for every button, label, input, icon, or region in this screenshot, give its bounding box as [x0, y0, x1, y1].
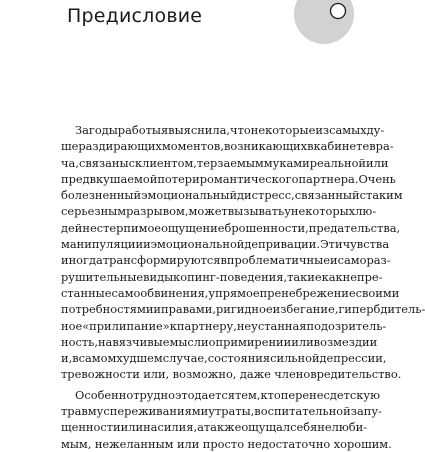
word: гипербдитель-	[338, 302, 425, 317]
word: выяснила,	[168, 123, 231, 137]
word: с	[103, 404, 110, 419]
word: самом	[78, 351, 117, 366]
word: депрессии,	[319, 351, 387, 366]
body-text	[61, 122, 425, 452]
word: дистресс,	[237, 188, 295, 203]
word: чувства	[342, 237, 390, 252]
text-line	[61, 236, 390, 252]
word: возникающих	[223, 139, 308, 154]
word: что	[230, 123, 251, 137]
word: связанный	[294, 188, 360, 203]
word: «прилипание»	[82, 318, 170, 333]
word: болезненный	[61, 188, 142, 203]
word: трудно	[133, 387, 175, 402]
word: вра-	[369, 139, 394, 154]
word: ощущение	[161, 220, 225, 235]
word: или	[176, 436, 200, 451]
word: хорошим.	[333, 436, 392, 451]
word: и	[143, 237, 151, 252]
word: За	[75, 123, 89, 137]
word: иногда	[61, 253, 103, 268]
word: в	[307, 139, 314, 154]
word: рушительные	[61, 269, 144, 284]
word: лю-	[355, 204, 377, 219]
word: дается	[194, 387, 235, 402]
word: или	[366, 155, 389, 170]
word: годы	[88, 123, 118, 137]
word: случае,	[162, 351, 208, 366]
word: навязчивые	[97, 334, 170, 349]
word: возмездии	[313, 334, 378, 349]
word: утраты,	[208, 404, 255, 419]
word: клиентом,	[134, 155, 197, 170]
word: упрямое	[208, 285, 260, 300]
word: в	[72, 351, 79, 366]
text-line	[61, 419, 368, 435]
word: нестерпимое	[82, 220, 162, 235]
word: потери	[157, 171, 200, 186]
word: неустанная	[236, 318, 307, 333]
word: потребностями	[61, 302, 154, 317]
word: такие	[287, 269, 322, 284]
word: как	[321, 269, 343, 284]
text-line	[61, 436, 392, 452]
word: также	[203, 420, 242, 435]
word: эмоциональный	[141, 188, 238, 203]
word: станные	[61, 285, 112, 300]
word: Особенно	[75, 387, 134, 402]
word: и	[153, 302, 162, 317]
chapter-title: Предисловие	[67, 5, 203, 27]
text-line	[61, 318, 387, 334]
word: травму	[61, 404, 104, 419]
word: проблематичные	[226, 253, 330, 268]
word: в	[220, 253, 227, 268]
word: воспитательной	[254, 404, 351, 419]
word: из	[315, 123, 330, 137]
word: детскую	[329, 387, 381, 402]
word: серьезным	[61, 204, 127, 219]
word: моментов,	[161, 139, 224, 154]
paragraph	[61, 387, 392, 452]
word: кто	[260, 387, 281, 402]
decorative-outlined-circle	[331, 4, 346, 19]
word: партнеру,	[176, 318, 237, 333]
word: вызывать	[227, 204, 285, 219]
word: о	[208, 334, 216, 349]
word: трансформируются	[102, 253, 221, 268]
word: с	[128, 155, 135, 170]
word: даже	[239, 367, 271, 382]
text-line	[61, 350, 387, 366]
word: просто	[202, 436, 245, 451]
word: муками	[263, 155, 310, 170]
word: некоторых	[290, 204, 356, 219]
word: дей	[61, 220, 83, 235]
word: членовредительство.	[274, 367, 402, 382]
word: ность,	[61, 334, 98, 349]
word: манипуляции	[61, 237, 144, 252]
word: тревожности	[61, 367, 140, 382]
text-line	[61, 203, 377, 219]
text-line	[61, 387, 381, 403]
text-line	[61, 301, 425, 317]
word: терзаемым	[196, 155, 264, 170]
word: Эти	[319, 237, 343, 252]
word: примирении	[215, 334, 292, 349]
text-line	[61, 403, 382, 419]
word: тем,	[234, 387, 261, 402]
word: кабинете	[313, 139, 370, 154]
word: нелюби-	[317, 420, 368, 435]
word: партнера.	[298, 171, 359, 186]
word: самых	[329, 123, 367, 137]
word: ригидное	[215, 302, 273, 317]
word: запу-	[350, 404, 382, 419]
word: предательства,	[308, 220, 401, 235]
word: пренебрежение	[259, 285, 356, 300]
word: мысли	[169, 334, 209, 349]
text-line	[61, 155, 389, 171]
word: нежеланным	[94, 436, 174, 451]
text-line	[61, 269, 383, 285]
word: возможно,	[172, 367, 237, 382]
word: состояния	[207, 351, 271, 366]
word: эмоциональной	[150, 237, 245, 252]
text-line	[61, 138, 394, 154]
word: худшем	[116, 351, 163, 366]
word: недостаточно	[247, 436, 331, 451]
word: переживаниями	[109, 404, 209, 419]
word: реальной	[309, 155, 367, 170]
word: непре-	[342, 269, 383, 284]
word: таким	[365, 188, 403, 203]
word: Очень	[358, 171, 396, 186]
word: копинг-поведения,	[173, 269, 288, 284]
text-line	[61, 366, 402, 382]
word: самообвинения,	[111, 285, 209, 300]
word: предвкушаемой	[61, 171, 158, 186]
word: работы	[117, 123, 161, 137]
word: саморaз-	[337, 253, 391, 268]
word: или	[120, 420, 144, 435]
word: и,	[61, 351, 73, 366]
text-line	[61, 122, 385, 138]
word: с	[359, 188, 366, 203]
word: избегание,	[272, 302, 339, 317]
text-line	[61, 334, 378, 350]
word: а	[197, 420, 204, 435]
word: это	[174, 387, 195, 402]
word: связаны	[78, 155, 129, 170]
word: может	[188, 204, 228, 219]
word: или,	[143, 367, 170, 382]
word: подозритель-	[306, 318, 387, 333]
word: брошенности,	[224, 220, 309, 235]
text-line	[61, 285, 400, 301]
paragraph	[61, 122, 425, 383]
word: у	[284, 204, 291, 219]
word: ду-	[366, 123, 385, 137]
text-line	[61, 187, 403, 203]
word: или	[291, 334, 314, 349]
word: правами,	[161, 302, 216, 317]
word: насилия,	[143, 420, 198, 435]
word: депривации.	[244, 237, 320, 252]
word: разрывом,	[126, 204, 189, 219]
decorative-gray-circle	[294, 0, 354, 44]
word: мым,	[61, 436, 92, 451]
word: и	[329, 253, 338, 268]
word: некоторые	[250, 123, 316, 137]
text-line	[61, 220, 401, 236]
word: перенес	[280, 387, 330, 402]
word: виды	[143, 269, 174, 284]
word: шераздирающих	[61, 139, 162, 154]
word: себя	[290, 420, 318, 435]
word: сильной	[270, 351, 320, 366]
text-line	[61, 252, 391, 268]
word: ное	[61, 318, 83, 333]
word: романтического	[199, 171, 299, 186]
word: своими	[355, 285, 400, 300]
text-line	[61, 171, 396, 187]
word: к	[169, 318, 177, 333]
word: ощущал	[241, 420, 291, 435]
word: ча,	[61, 155, 79, 170]
word: я	[160, 123, 169, 137]
word: щенности	[61, 420, 121, 435]
